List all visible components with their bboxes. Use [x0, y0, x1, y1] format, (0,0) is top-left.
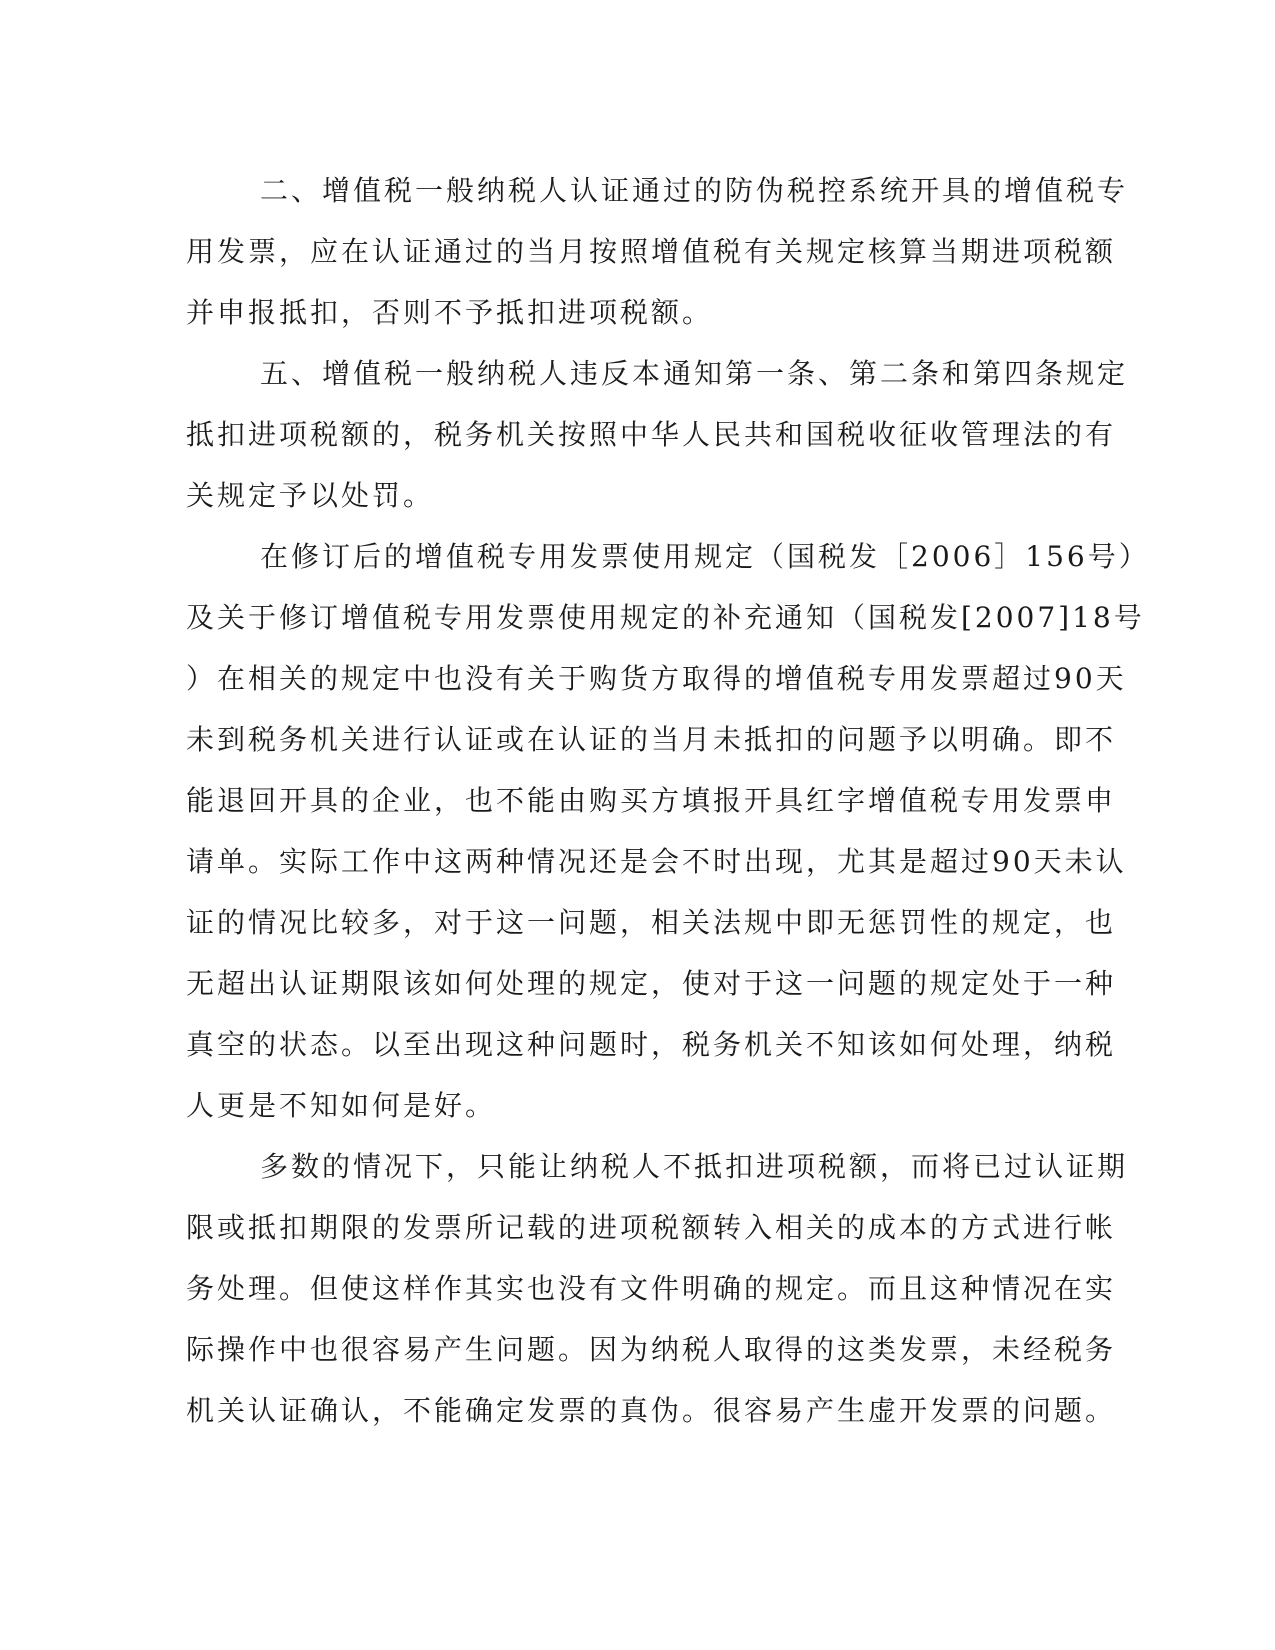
- paragraph-1: [186, 160, 1129, 343]
- paragraph-line: 多数的情况下，只能让纳税人不抵扣进项税额，而将已过认证期: [260, 1150, 1129, 1183]
- paragraph-line: 无超出认证期限该如何处理的规定，使对于这一问题的规定处于一种: [186, 967, 1117, 1000]
- paragraph-line: 五、增值税一般纳税人违反本通知第一条、第二条和第四条规定: [260, 357, 1129, 390]
- paragraph-line: 机关认证确认，不能确定发票的真伪。很容易产生虚开发票的问题。: [186, 1394, 1117, 1427]
- paragraph-line: 证的情况比较多，对于这一问题，相关法规中即无惩罚性的规定，也: [186, 906, 1117, 939]
- paragraph-line: 请单。实际工作中这两种情况还是会不时出现，尤其是超过90天未认: [186, 845, 1127, 878]
- paragraph-line: 在修订后的增值税专用发票使用规定（国税发［2006］156号）: [260, 540, 1150, 573]
- paragraph-line: 真空的状态。以至出现这种问题时，税务机关不知该如何处理，纳税: [186, 1028, 1117, 1061]
- paragraph-line: 务处理。但使这样作其实也没有文件明确的规定。而且这种情况在实: [186, 1272, 1117, 1305]
- paragraph-line: 关规定予以处罚。: [186, 479, 435, 512]
- paragraph-line: 并申报抵扣，否则不予抵扣进项税额。: [186, 296, 714, 329]
- paragraph-line: 二、增值税一般纳税人认证通过的防伪税控系统开具的增值税专: [260, 174, 1129, 207]
- paragraph-line: 未到税务机关进行认证或在认证的当月未抵扣的问题予以明确。即不: [186, 723, 1117, 756]
- paragraph-3: [186, 526, 1150, 1136]
- paragraph-2: [186, 343, 1129, 526]
- paragraph-line: 人更是不知如何是好。: [186, 1089, 497, 1122]
- paragraph-line: 抵扣进项税额的，税务机关按照中华人民共和国税收征收管理法的有: [186, 418, 1117, 451]
- paragraph-line: 能退回开具的企业，也不能由购买方填报开具红字增值税专用发票申: [186, 784, 1117, 817]
- document-body: [186, 160, 1150, 1441]
- paragraph-line: 及关于修订增值税专用发票使用规定的补充通知（国税发[2007]18号: [186, 601, 1145, 634]
- paragraph-line: 限或抵扣期限的发票所记载的进项税额转入相关的成本的方式进行帐: [186, 1211, 1117, 1244]
- paragraph-line: 用发票，应在认证通过的当月按照增值税有关规定核算当期进项税额: [186, 235, 1117, 268]
- paragraph-line: 际操作中也很容易产生问题。因为纳税人取得的这类发票，未经税务: [186, 1333, 1117, 1366]
- paragraph-4: [186, 1136, 1129, 1441]
- paragraph-line: ）在相关的规定中也没有关于购货方取得的增值税专用发票超过90天: [186, 662, 1127, 695]
